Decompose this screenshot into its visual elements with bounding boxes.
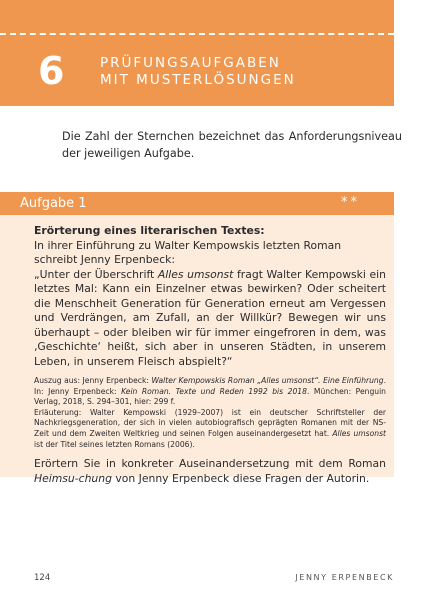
chapter-header xyxy=(0,0,394,106)
task-heading: Erörterung eines literarischen Textes: xyxy=(34,224,265,237)
quote-text: fragt Walter Kempowski ein letztes Mal: Kann ein Einzelner etwas bewirken? Oder scheitert die Menschheit Generation für Generation erneut am Vergessen und Verdrängen, am Zufall, an der Willkür? Bewegen wir uns überhaupt – oder bleiben wir für immer eingefroren in dem, was ‚Geschichte‘ heißt, sich aber in unseren Städten, in unserem Leben, in unserem Fleisch abspielt?“ xyxy=(34,267,386,368)
citation-text: . In: Jenny Erpenbeck: xyxy=(34,376,386,396)
task-label: Aufgabe 1 xyxy=(20,196,87,211)
source-citation xyxy=(34,376,386,408)
citation-title: Kein Roman. Texte und Reden 1992 bis 2018 xyxy=(121,386,307,396)
task-header-bar xyxy=(0,192,394,215)
chapter-number: 6 xyxy=(38,49,65,93)
quote-title: Alles umsonst xyxy=(157,267,234,281)
chapter-title-line-1: PRÜFUNGSAUFGABEN xyxy=(100,55,281,71)
citation-text: Auszug aus: Jenny Erpenbeck: xyxy=(34,376,152,385)
citation-title: Walter Kempowskis Roman „Alles umsonst“. Eine Einführung xyxy=(151,376,384,385)
page-number: 124 xyxy=(34,573,51,583)
task-lead: In ihrer Einführung zu Walter Kempowskis letzten Roman schreibt Jenny Erpenbeck: xyxy=(34,238,342,266)
task-instruction xyxy=(34,457,386,486)
explanation-text: ist der Titel seines letzten Romans (2006). xyxy=(34,439,195,449)
task-box xyxy=(0,215,394,485)
dashed-divider xyxy=(0,33,394,35)
running-footer-author: JENNY ERPENBECK xyxy=(295,573,394,582)
source-explanation xyxy=(34,408,386,450)
chapter-title xyxy=(100,55,296,89)
explanation-title: Alles umsonst xyxy=(332,428,387,438)
instruction-text: von Jenny Erpenbeck diese Fragen der Autorin. xyxy=(111,471,370,485)
source-note xyxy=(34,376,386,450)
intro-text: Die Zahl der Sternchen bezeichnet das Anforderungsniveau der jeweiligen Aufgabe. xyxy=(62,130,402,160)
citation-text: . München: Penguin Verlag, 2018, S. 294–301, hier: 299 f. xyxy=(34,386,386,407)
quote-text: „Unter der Überschrift xyxy=(34,267,158,281)
task-content xyxy=(34,224,386,486)
author-quote xyxy=(34,268,386,370)
instruction-title: Heimsu-chung xyxy=(34,471,112,485)
explanation-text: Erläuterung: Walter Kempowski (1929–2007) ist ein deutscher Schriftsteller der Nachkriegsgeneration, der sich in vielen autobiografisch geprägten Romanen mit der NS-Zeit und dem Zweiten Weltkrieg und seinen Folgen auseinandergesetzt hat. xyxy=(34,407,386,438)
instruction-text: Erörtern Sie in konkreter Auseinandersetzung mit dem Roman xyxy=(34,457,386,471)
difficulty-stars: ** xyxy=(341,195,360,210)
chapter-title-line-2: MIT MUSTERLÖSUNGEN xyxy=(100,72,296,88)
